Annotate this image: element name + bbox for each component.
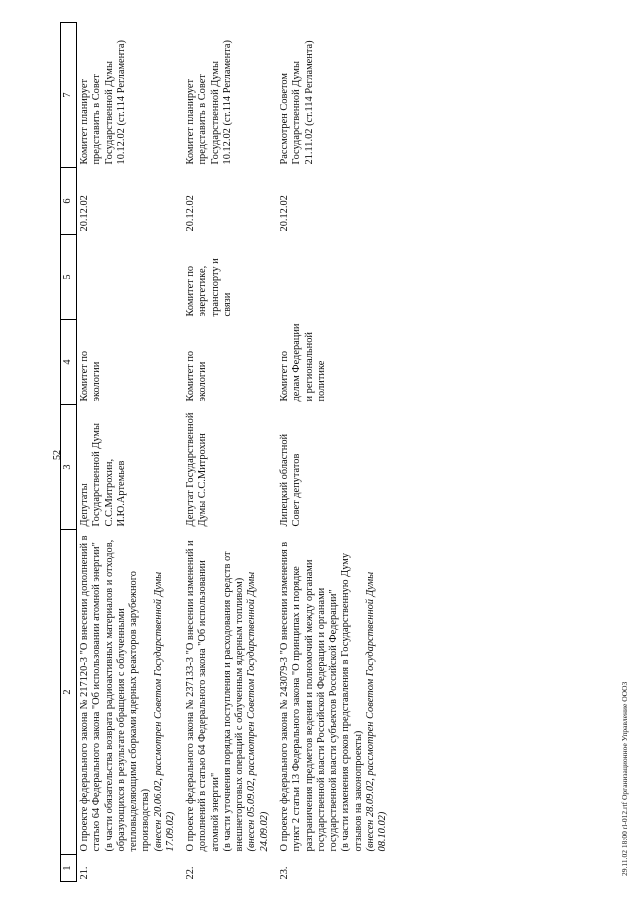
deadline-date: 20.12.02 xyxy=(278,195,290,232)
bill-author: Депутаты Государственной Думы С.С.Митрохин, И.Ю.Артемьев xyxy=(79,423,127,527)
bill-title: О проекте федерального закона № 237133-3 "О внесении изменений и дополнений в статью 64 Федерального закона "Об использовании атомной энергии" xyxy=(185,540,221,852)
bill-author: Депутат Государственной Думы С.С.Митрохин xyxy=(185,412,209,527)
bill-detail: (в части уточнения порядка поступления и расходования средств от внешнеторговых операций с облученным ядерным топливом) xyxy=(221,551,246,852)
header-col-5: 5 xyxy=(61,235,77,320)
bill-status: Рассмотрен Советом Государственной Думы 21.11.02 (ст.114 Регламента) xyxy=(278,40,315,165)
row-number: 21. xyxy=(79,866,90,880)
header-col-3: 3 xyxy=(61,405,77,530)
page-footer: 29.11.02 18:00 rl-012.rtf Организационное Управление ООО3 xyxy=(620,681,629,876)
bill-note: (внесен 05.09.02, рассмотрен Советом Государственной Думы 24.09.02) xyxy=(246,571,270,852)
row-number: 23. xyxy=(278,866,290,880)
bill-title: О проекте федерального закона № 217120-3 "О внесении дополнений в статью 64 Федерального закона "Об использовании атомной энергии" xyxy=(79,535,103,852)
co-committee xyxy=(277,235,395,320)
bill-detail: (в части изменения сроков представления в Государственную Думу отзывов на законопроекты) xyxy=(340,552,364,852)
co-committee xyxy=(77,235,184,320)
co-committee: Комитет по энергетике, транспорту и связи xyxy=(185,258,233,317)
bill-author: Липецкий областной Совет депутатов xyxy=(278,433,303,527)
header-col-6: 6 xyxy=(61,168,77,235)
table-row xyxy=(277,23,395,882)
deadline-date: 20.12.02 xyxy=(79,195,90,232)
table-row xyxy=(183,23,277,882)
responsible-committee: Комитет по экологии xyxy=(79,350,103,402)
bill-description xyxy=(183,530,277,855)
bill-description xyxy=(277,530,395,855)
bill-title: О проекте федерального закона № 243079-3 "О внесении изменения в пункт 2 статьи 13 Федерального закона "О принципах и порядке разграничения предметов ведения и полномочий между органами государственной власти Российской Федерации и органами государственной власти субъектов Российской Федерации" xyxy=(278,541,340,852)
bills-table xyxy=(60,22,395,882)
header-col-7: 7 xyxy=(61,23,77,168)
header-col-2: 2 xyxy=(61,530,77,855)
bill-description xyxy=(77,530,184,855)
bill-note: (внесен 28.09.02, рассмотрен Советом Государственной Думы 08.10.02) xyxy=(364,571,389,852)
responsible-committee: Комитет по экологии xyxy=(185,350,209,402)
deadline-date: 20.12.02 xyxy=(185,195,197,232)
responsible-committee: Комитет по делам Федерации и региональной политике xyxy=(278,323,327,402)
header-row xyxy=(61,23,77,882)
row-number: 22. xyxy=(185,866,197,880)
bill-status: Комитет планирует представить в Совет Государственной Думы 10.12.02 (ст.114 Регламента) xyxy=(79,40,127,165)
table-row xyxy=(77,23,184,882)
page-number: 52 xyxy=(52,450,63,460)
bill-status: Комитет планирует представить в Совет Государственной Думы 10.12.02 (ст.114 Регламента) xyxy=(185,40,233,165)
header-col-4: 4 xyxy=(61,320,77,405)
bill-detail: (в части обязательства возврата радиоактивных материалов и отходов, образующихся в результате обращения с облученными тепловыделяющими сборками ядерных реакторов зарубежного производства) xyxy=(103,539,152,852)
bill-note: (внесен 20.06.02, рассмотрен Советом Государственной Думы 17.09.02) xyxy=(152,571,176,852)
header-col-1: 1 xyxy=(61,855,77,882)
